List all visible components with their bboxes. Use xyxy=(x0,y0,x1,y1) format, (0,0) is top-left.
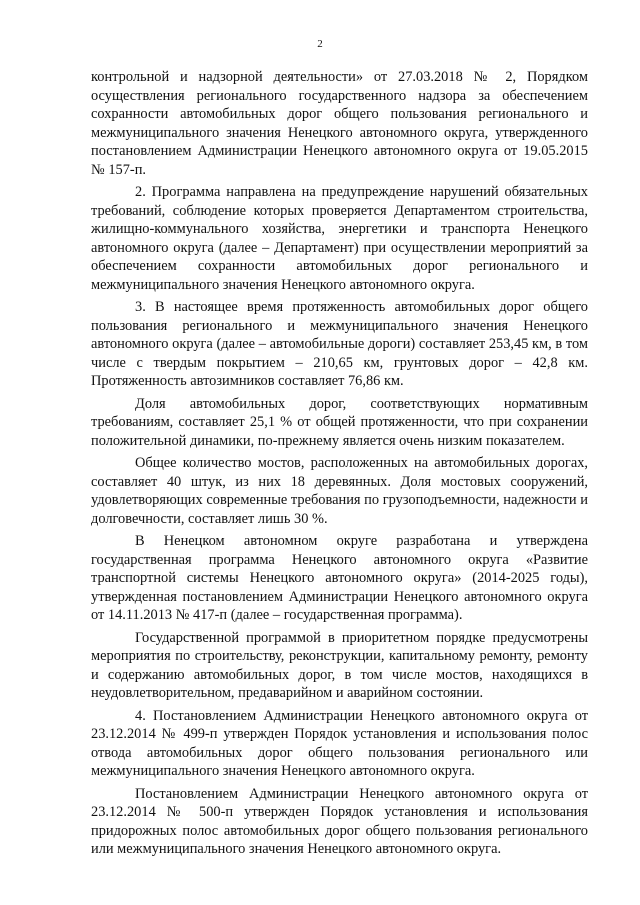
paragraph-item-3: 3. В настоящее время протяженность автомобильных дорог общего пользования регионального и межмуниципального значения Ненецкого автономного округа (далее – автомобильные дороги) составляет 253,45 км, в том числе с твердым покрытием – 210,65 км, грунтовых дорог – 42,8 км. Протяженность автозимников составляет 76,86 км. xyxy=(91,299,588,389)
paragraph-item-2: 2. Программа направлена на предупреждение нарушений обязательных требований, соблюдение которых проверяется Департаментом строительства, жилищно-коммунального хозяйства, энергетики и транспорта Ненецкого автономного округа (далее – Департамент) при осуществлении мероприятий за обеспечением сохранности автомобильных дорог регионального и межмуниципального значения Ненецкого автономного округа. xyxy=(91,184,588,293)
document-body xyxy=(91,68,588,863)
paragraph-bridges: Общее количество мостов, расположенных на автомобильных дорогах, составляет 40 штук, из них 18 деревянных. Доля мостовых сооружений, удовлетворяющих современные требования по грузоподъемности, надежности и долговечности, составляет лишь 30 %. xyxy=(91,455,588,527)
paragraph-state-program: В Ненецком автономном округе разработана и утверждена государственная программа Ненецкого автономного округа «Развитие транспортной системы Ненецкого автономного округа» (2014-2025 годы), утвержденная постановлением Администрации Ненецкого автономного округа от 14.11.2013 № 417-п (далее – государственная программа). xyxy=(91,533,588,623)
paragraph-road-share: Доля автомобильных дорог, соответствующих нормативным требованиям, составляет 25,1 % от общей протяженности, что при сохранении положительной динамики, по-прежнему является очень низким показателем. xyxy=(91,395,588,449)
paragraph-program-measures: Государственной программой в приоритетном порядке предусмотрены мероприятия по строительству, реконструкции, капитальному ремонту, ремонту и содержанию автомобильных дорог, в том числе мостов, находящихся в неудовлетворительном, предаварийном и аварийном состоянии. xyxy=(91,629,588,701)
paragraph-item-4: 4. Постановлением Администрации Ненецкого автономного округа от 23.12.2014 № 499-п утвержден Порядок установления и использования полос отвода автомобильных дорог общего пользования регионального или межмуниципального значения Ненецкого автономного округа. xyxy=(91,707,588,779)
page-number: 2 xyxy=(317,38,323,50)
paragraph-continuation: контрольной и надзорной деятельности» от 27.03.2018 № 2, Порядком осуществления регионального государственного надзора за обеспечением сохранности автомобильных дорог общего пользования регионального и межмуниципального значения Ненецкого автономного округа, утвержденного постановлением Администрации Ненецкого автономного округа от 19.05.2015 № 157-п. xyxy=(91,69,588,178)
paragraph-roadside-strips: Постановлением Администрации Ненецкого автономного округа от 23.12.2014 № 500-п утвержден Порядок установления и использования придорожных полос автомобильных дорог общего пользования регионального или межмуниципального значения Ненецкого автономного округа. xyxy=(91,785,588,857)
